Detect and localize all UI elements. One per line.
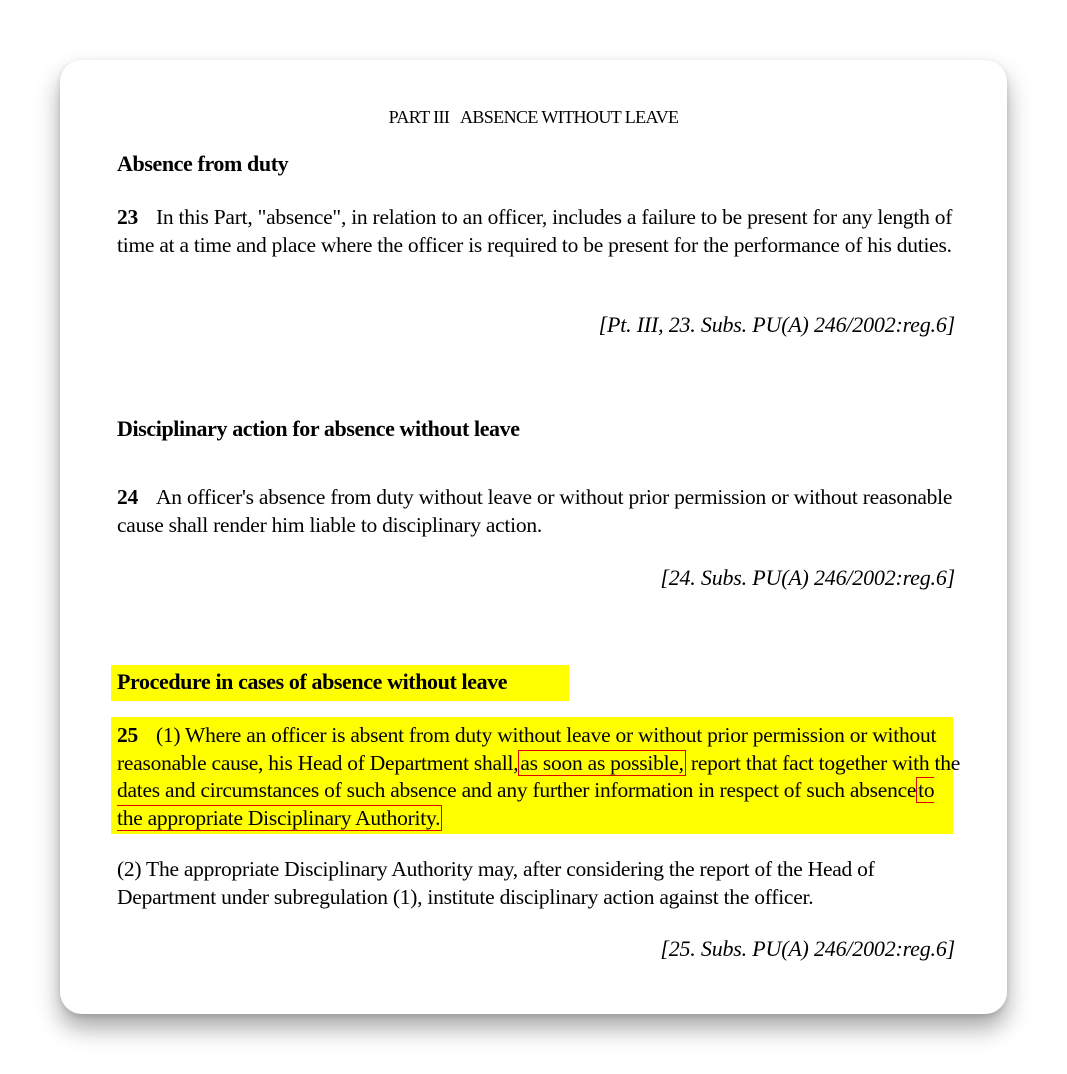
section-23-citation: [Pt. III, 23. Subs. PU(A) 246/2002:reg.6]	[598, 312, 955, 337]
document-page	[60, 60, 1007, 1014]
section-heading-absence-from-duty: Absence from duty	[117, 151, 289, 176]
annotation-box-as-soon-as-possible: as soon as possible,	[520, 750, 684, 775]
section-24-paragraph	[117, 484, 957, 539]
section-heading-disciplinary-action: Disciplinary action for absence without leave	[117, 416, 520, 441]
section-23-text: In this Part, "absence", in relation to an officer, includes a failure to be present for any length of time at a time and place where the officer is required to be present for the performance of his duties.	[117, 205, 953, 257]
section-number: 23	[117, 205, 138, 229]
section-23-paragraph	[117, 204, 957, 259]
section-25-citation: [25. Subs. PU(A) 246/2002:reg.6]	[660, 936, 955, 961]
section-24-text: An officer's absence from duty without leave or without prior permission or without reasonable cause shall render him liable to disciplinary action.	[117, 485, 953, 537]
section-heading-procedure: Procedure in cases of absence without leave	[117, 669, 508, 694]
section-24-citation: [24. Subs. PU(A) 246/2002:reg.6]	[660, 565, 955, 590]
part-title: PART III ABSENCE WITHOUT LEAVE	[388, 107, 679, 127]
annotation-box-disciplinary-authority: to the appropriate Disciplinary Authority.	[117, 778, 935, 830]
section-number: 24	[117, 485, 138, 509]
section-number: 25	[117, 723, 138, 747]
section-25-text-part1: (1) Where an officer is absent from duty without leave or without prior permission or without reasonable cause, his Head of Department shall,	[117, 723, 937, 775]
section-25-text-part2: report that fact together with the dates and circumstances of such absence and any further information in respect of such absence	[117, 750, 961, 802]
section-25-paragraph-1	[117, 722, 962, 832]
section-25-paragraph-2: (2) The appropriate Disciplinary Authority may, after considering the report of the Head of Department under subregulation (1), institute disciplinary action against the officer.	[117, 857, 875, 909]
